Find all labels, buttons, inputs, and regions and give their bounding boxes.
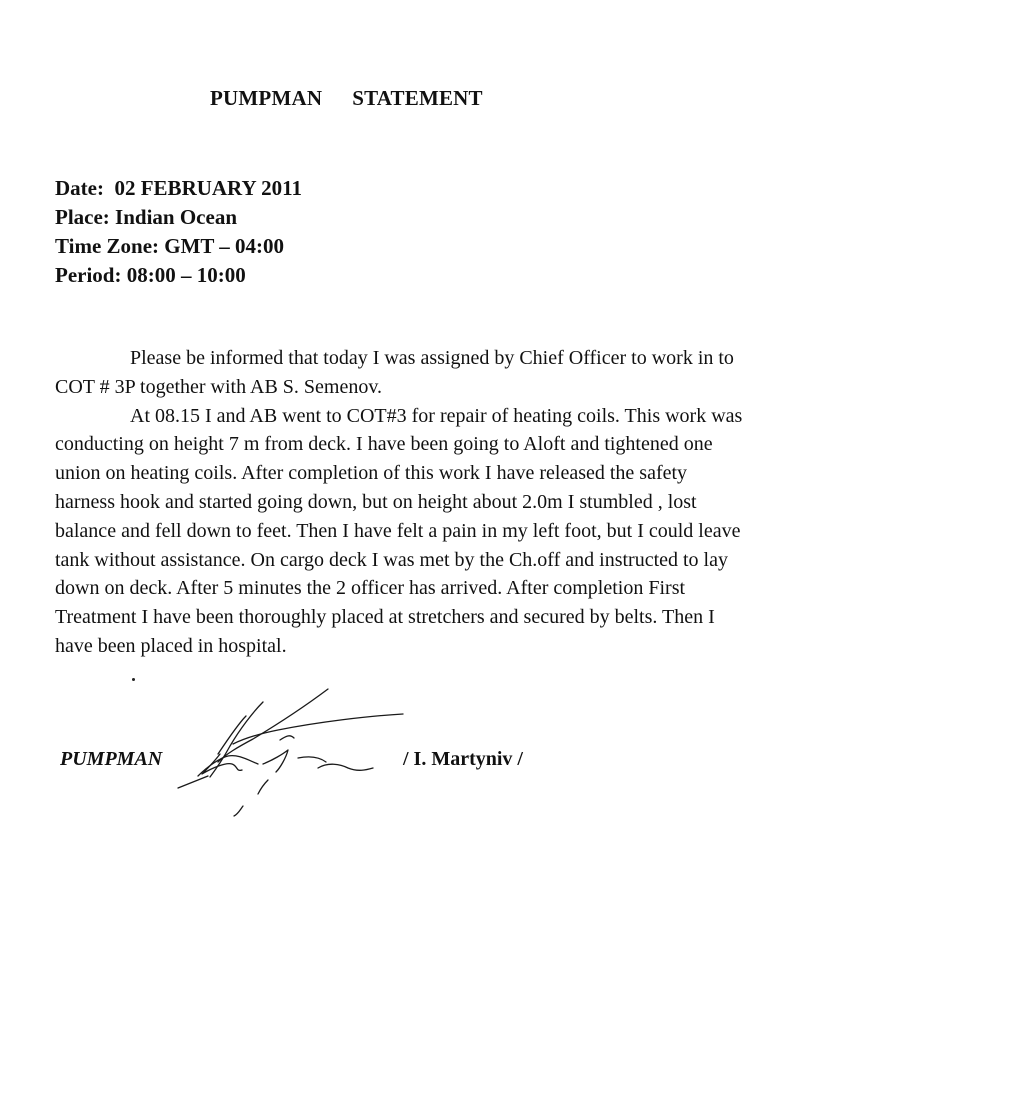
body-line: Please be informed that today I was assigned by Chief Officer to work in to (130, 347, 734, 369)
title-word-pumpman: PUMPMAN (210, 86, 323, 110)
meta-time-zone: Time Zone: GMT – 04:00 (55, 234, 285, 258)
title-word-statement: STATEMENT (352, 86, 483, 110)
body-line: COT # 3P together with AB S. Semenov. (55, 375, 383, 398)
signature-role: PUMPMAN (60, 748, 163, 770)
body-line: tank without assistance. On cargo deck I was met by the Ch.off and instructed to lay (55, 548, 728, 571)
body-line: union on heating coils. After completion of this work I have released the safety (55, 462, 688, 485)
body-line: Treatment I have been thoroughly placed at stretchers and secured by belts. Then I (55, 606, 715, 629)
body-line: have been placed in hospital. (55, 634, 287, 657)
statement-body (55, 344, 935, 661)
meta-date: Date: 02 FEBRUARY 2011 (55, 176, 302, 200)
handwritten-signature (168, 684, 413, 819)
body-line: down on deck. After 5 minutes the 2 officer has arrived. After completion First (55, 577, 686, 600)
body-line: At 08.15 I and AB went to COT#3 for repair of heating coils. This work was (130, 404, 743, 427)
body-line: conducting on height 7 m from deck. I have been going to Aloft and tightened one (55, 433, 713, 456)
statement-meta (55, 174, 302, 290)
body-line: balance and fell down to feet. Then I have felt a pain in my left foot, but I could leave (55, 519, 741, 542)
stray-dot (132, 678, 135, 681)
meta-period: Period: 08:00 – 10:00 (55, 263, 246, 287)
meta-place: Place: Indian Ocean (55, 205, 237, 229)
signatory-name: / I. Martyniv / (403, 748, 523, 770)
body-line: harness hook and started going down, but on height about 2.0m I stumbled , lost (55, 490, 697, 513)
document-title (210, 86, 483, 111)
